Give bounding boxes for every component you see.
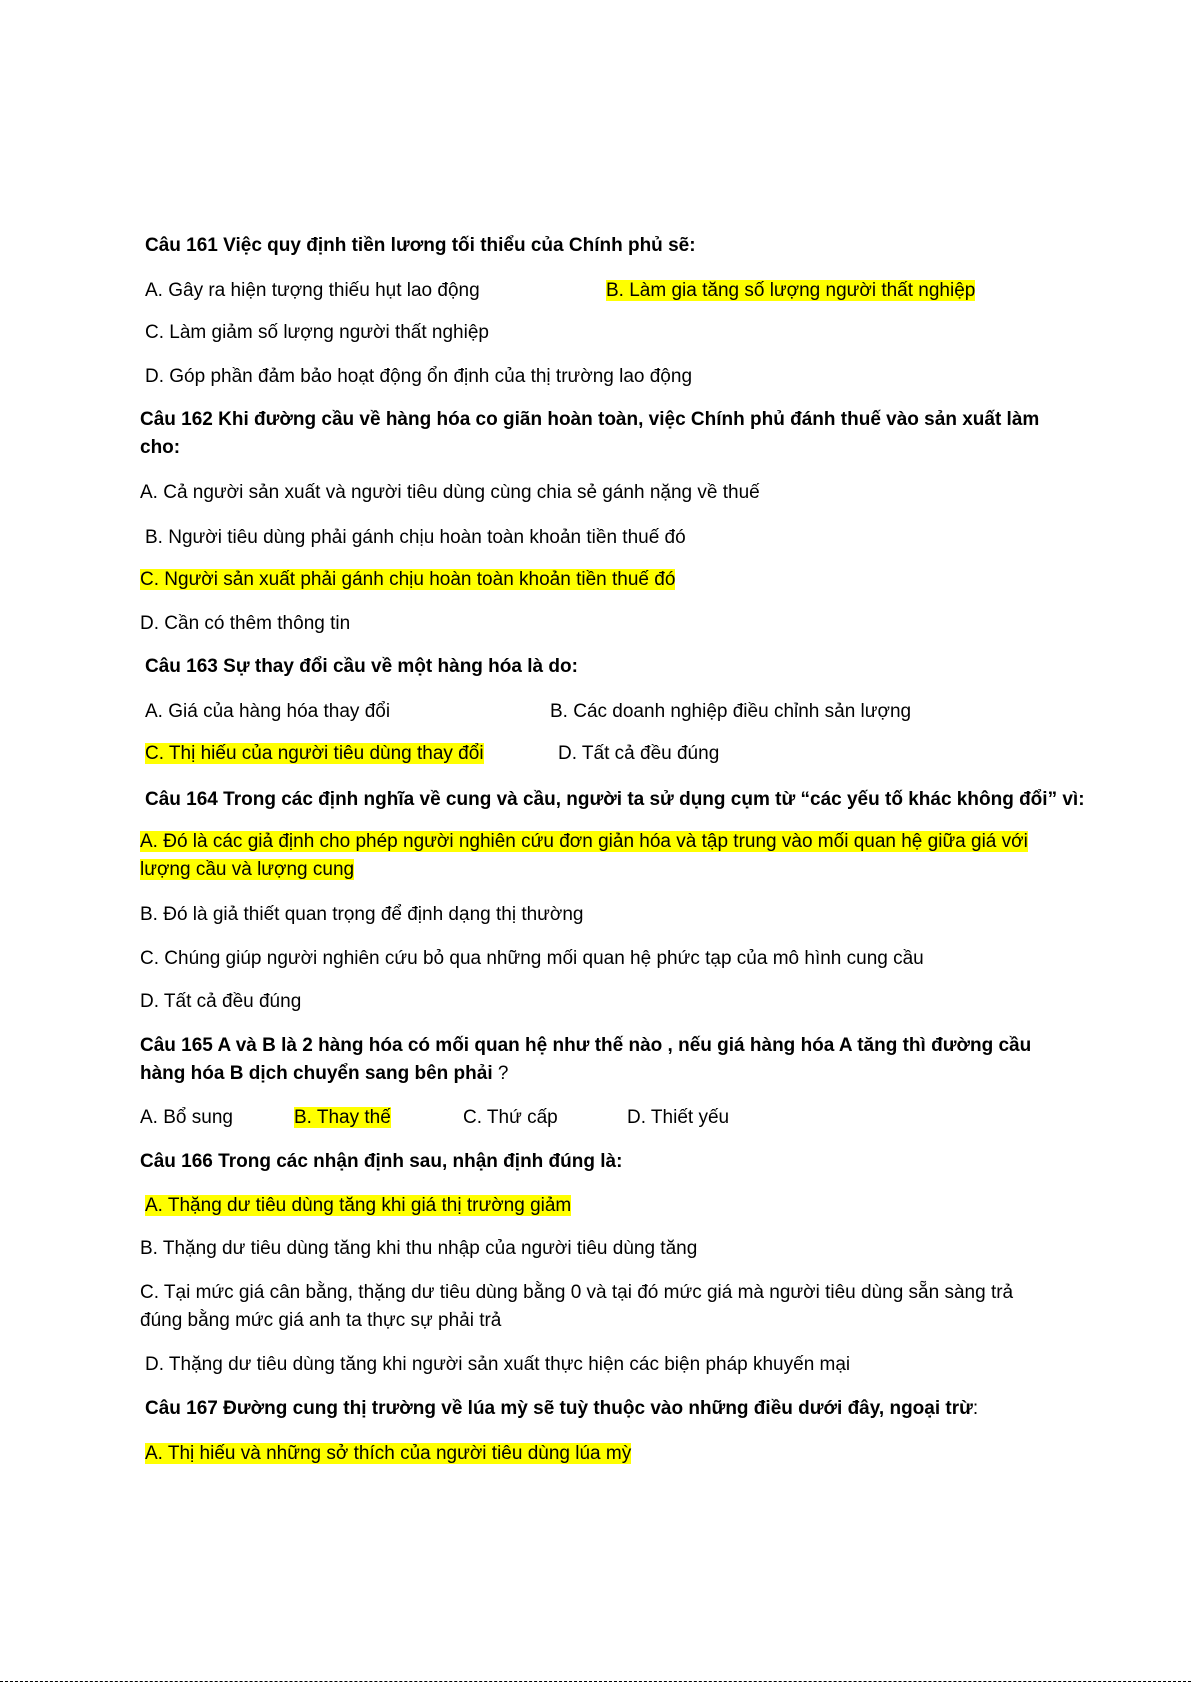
question-163-option-b: B. Các doanh nghiệp điều chỉnh sản lượng: [550, 701, 912, 722]
page-bottom-rule: [0, 1681, 1191, 1682]
question-164-option-a: A. Đó là các giả định cho phép người nghiên cứu đơn giản hóa và tập trung vào mối quan hệ giữa giá với lượng cầu và lượng cung: [140, 831, 1028, 880]
question-162-option-c: C. Người sản xuất phải gánh chịu hoàn toàn khoản tiền thuế đó: [140, 569, 676, 590]
question-161-title: Câu 161 Việc quy định tiền lương tối thiểu của Chính phủ sẽ:: [145, 235, 696, 256]
question-167-title-block: [145, 1395, 978, 1423]
question-166-title: Câu 166 Trong các nhận định sau, nhận định đúng là:: [140, 1151, 623, 1172]
question-165-option-c: C. Thứ cấp: [463, 1107, 558, 1128]
question-164-title: Câu 164 Trong các định nghĩa về cung và cầu, người ta sử dụng cụm từ “các yếu tố khác không đổi” vì:: [145, 789, 1085, 810]
question-167-title-tail: :: [972, 1398, 979, 1419]
question-165-option-a: A. Bổ sung: [140, 1107, 233, 1128]
question-161-option-a: A. Gây ra hiện tượng thiếu hụt lao động: [145, 280, 480, 301]
question-167-option-a: A. Thị hiếu và những sở thích của người tiêu dùng lúa mỳ: [145, 1443, 632, 1464]
question-166-option-c: C. Tại mức giá cân bằng, thặng dư tiêu dùng bằng 0 và tại đó mức giá mà người tiêu dùng sẵn sàng trả đúng bằng mức giá anh ta thực sự phải trả: [140, 1282, 1014, 1331]
question-165-title-tail: ?: [492, 1063, 509, 1084]
question-164-option-d: D. Tất cả đều đúng: [140, 991, 302, 1012]
question-162-option-a: A. Cả người sản xuất và người tiêu dùng cùng chia sẻ gánh nặng về thuế: [140, 482, 760, 503]
question-167-title: Câu 167 Đường cung thị trường về lúa mỳ sẽ tuỳ thuộc vào những điều dưới đây, ngoại trừ: [145, 1398, 973, 1419]
question-165-option-b: B. Thay thế: [294, 1107, 391, 1128]
question-162-option-d: D. Cần có thêm thông tin: [140, 613, 351, 634]
question-164-option-c: C. Chúng giúp người nghiên cứu bỏ qua những mối quan hệ phức tạp của mô hình cung cầu: [140, 948, 924, 969]
question-166-option-b: B. Thặng dư tiêu dùng tăng khi thu nhập của người tiêu dùng tăng: [140, 1238, 698, 1259]
question-165-title-block: [140, 1032, 1040, 1088]
question-163-option-c: C. Thị hiếu của người tiêu dùng thay đổi: [145, 743, 484, 764]
question-161-option-c: C. Làm giảm số lượng người thất nghiệp: [145, 322, 489, 343]
question-164-option-b: B. Đó là giả thiết quan trọng để định dạng thị thường: [140, 904, 584, 925]
question-161-option-b: B. Làm gia tăng số lượng người thất nghiệp: [606, 280, 976, 301]
question-166-option-a: A. Thặng dư tiêu dùng tăng khi giá thị trường giảm: [145, 1195, 572, 1216]
question-165-option-d: D. Thiết yếu: [627, 1107, 730, 1128]
question-163-option-d: D. Tất cả đều đúng: [558, 743, 720, 764]
question-162-option-b: B. Người tiêu dùng phải gánh chịu hoàn toàn khoản tiền thuế đó: [145, 527, 686, 548]
question-162-title: Câu 162 Khi đường cầu về hàng hóa co giãn hoàn toàn, việc Chính phủ đánh thuế vào sản xuất làm cho:: [140, 409, 1040, 458]
question-165-title: Câu 165 A và B là 2 hàng hóa có mối quan hệ như thế nào , nếu giá hàng hóa A tăng thì đường cầu hàng hóa B dịch chuyển sang bên phải: [140, 1035, 1032, 1084]
question-163-title: Câu 163 Sự thay đổi cầu về một hàng hóa là do:: [145, 656, 578, 677]
question-163-option-a: A. Giá của hàng hóa thay đổi: [145, 701, 391, 722]
question-166-option-d: D. Thặng dư tiêu dùng tăng khi người sản xuất thực hiện các biện pháp khuyến mại: [145, 1354, 851, 1375]
question-161-option-d: D. Góp phần đảm bảo hoạt động ổn định của thị trường lao động: [145, 366, 693, 387]
